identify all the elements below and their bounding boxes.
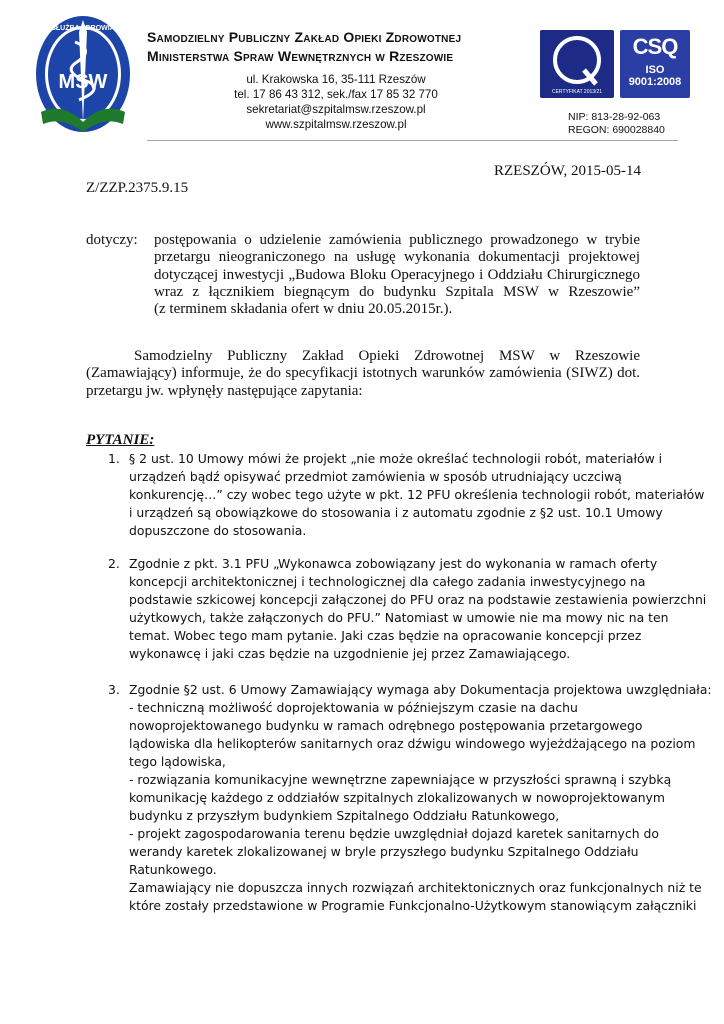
subject-line: przetargu nieograniczonego na usługę wykonania dokumentacji projektowej xyxy=(154,249,640,266)
question-line: budynku z przyszłym budynkiem Szpitalnego Oddziału Ratunkowego, xyxy=(129,808,560,823)
question-line: werandy karetek zlokalizowanej w bryle przyszłego budynku Szpitalnego Oddziału xyxy=(129,844,639,859)
subject-line: postępowania o udzielenie zamówienia publicznego prowadzonego w trybie xyxy=(154,232,640,248)
nip-number: NIP: 813-28-92-063 xyxy=(568,111,661,123)
regon-number: REGON: 690028840 xyxy=(568,124,665,136)
certificate-caption: CERTYFIKAT 2013/21 xyxy=(551,89,603,95)
intro-line: (Zamawiający) informuje, że do specyfikacji istotnych warunków zamówienia (SIWZ) dot. xyxy=(86,365,640,382)
subject-line: wraz z łącznikiem biegnącym do budynku Szpitala MSW w Rzeszowie” xyxy=(154,283,640,300)
subject-text xyxy=(154,232,640,318)
institution-name-line2: Ministerstwa Spraw Wewnętrznych w Rzeszowie xyxy=(147,48,454,64)
question-line: i urządzeń są obowiązkowe do stosowania i z automatu zgodnie z §2 ust. 10.1 Umowy xyxy=(129,505,663,520)
question-line: urządzeń bądź opisywać przedmiot zamówienia w sposób utrudniający uczciwą xyxy=(129,469,622,484)
question-line: Zgodnie z pkt. 3.1 PFU „Wykonawca zobowiązany jest do wykonania w ramach oferty xyxy=(129,556,658,571)
question-number: 2. xyxy=(108,556,120,571)
subject-line: (z terminem składania ofert w dniu 20.05.2015r.). xyxy=(154,301,453,318)
question-item xyxy=(108,555,707,663)
csq-label: CSQ xyxy=(632,34,678,59)
csq-iso-badge xyxy=(620,30,690,98)
question-line: koncepcji architektonicznej i technologicznej dla całego zadania inwestycyjnego na xyxy=(129,574,646,589)
question-heading: PYTANIE: xyxy=(86,432,155,448)
subject-label: dotyczy: xyxy=(86,232,138,248)
question-line: komunikację każdego z oddziałów szpitalnych zlokalizowanych w nowoprojektowanym xyxy=(129,790,665,805)
tax-ids xyxy=(568,111,665,137)
question-line: konkurencję…” czy wobec tego użyte w pkt. 12 PFU określenia technologii robót, materiałów xyxy=(129,487,705,502)
intro-line: Samodzielny Publiczny Zakład Opieki Zdrowotnej MSW w Rzeszowie xyxy=(134,348,640,364)
question-line: Zamawiający nie dopuszcza innych rozwiązań architektonicznych oraz funkcjonalnych niż te xyxy=(129,880,702,895)
iso-standard: 9001:2008 xyxy=(628,76,682,88)
question-line: podstawie szkicowej koncepcji załączonej do PFU oraz na podstawie zestawienia powierzchni xyxy=(129,592,707,607)
question-number: 3. xyxy=(108,682,120,697)
email-address[interactable]: sekretariat@szpitalmsw.rzeszow.pl xyxy=(246,103,426,116)
question-line: Zgodnie §2 ust. 6 Umowy Zamawiający wymaga aby Dokumentacja projektowa uwzględniała: xyxy=(129,682,712,697)
institution-name-line1: Samodzielny Publiczny Zakład Opieki Zdrowotnej xyxy=(147,29,462,45)
question-line: wykonawcę i jaki czas będzie na uzgodnienie jej przez Zamawiającego. xyxy=(129,646,571,661)
question-item xyxy=(108,450,705,540)
msw-health-service-logo xyxy=(33,12,133,140)
phone-fax: tel. 17 86 43 312, sek./fax 17 85 32 770 xyxy=(234,88,438,101)
street-address: ul. Krakowska 16, 35-111 Rzeszów xyxy=(246,73,426,86)
logo-main-text: MSW xyxy=(58,71,108,93)
q-certificate-icon xyxy=(540,30,614,90)
contact-block xyxy=(196,72,476,132)
subject-line: dotyczącej inwestycji „Budowa Bloku Operacyjnego i Oddziału Chirurgicznego xyxy=(154,266,640,283)
question-line: dopuszczone do stosowania. xyxy=(129,523,307,538)
question-item xyxy=(108,681,712,915)
question-line: które zostały przedstawione w Programie Funkcjonalno-Użytkowym stanowiącym załączniki xyxy=(129,898,697,913)
quality-certificate-badge xyxy=(540,30,614,98)
question-line: nowoprojektowanego budynku w ramach odrębnego postępowania przetargowego xyxy=(129,718,643,733)
intro-line: przetargu jw. wpłynęły następujące zapytania: xyxy=(86,382,363,399)
iso-label: ISO xyxy=(645,64,665,76)
question-line: - techniczną możliwość doprojektowania w późniejszym czasie na dachu xyxy=(129,700,578,715)
header-divider xyxy=(147,140,678,141)
reference-number: Z/ZZP.2375.9.15 xyxy=(86,180,189,196)
intro-paragraph xyxy=(86,348,640,400)
logo-top-text: SŁUŻBA ZDROWIA xyxy=(51,25,115,32)
question-line: § 2 ust. 10 Umowy mówi że projekt „nie może określać technologii robót, materiałów i xyxy=(129,451,663,466)
question-line: Ratunkowego. xyxy=(129,862,217,877)
question-line: - rozwiązania komunikacyjne wewnętrzne zapewniające w przyszłości sprawną i szybką xyxy=(129,772,672,787)
question-line: użytkowych, także załączonych do PFU.” Natomiast w umowie nie ma mowy nic na ten xyxy=(129,610,669,625)
question-line: tego lądowiska, xyxy=(129,754,226,769)
question-line: temat. Wobec tego mam pytanie. Jaki czas będzie na opracowanie koncepcji przez xyxy=(129,628,642,643)
question-line: - projekt zagospodarowania terenu będzie uwzględniał dojazd karetek sanitarnych do xyxy=(129,826,659,841)
question-number: 1. xyxy=(108,451,120,466)
website-link[interactable]: www.szpitalmsw.rzeszow.pl xyxy=(265,118,407,131)
document-date: RZESZÓW, 2015-05-14 xyxy=(494,163,641,179)
question-line: lądowiska dla helikopterów sanitarnych oraz dźwigu windowego wyjeżdżającego na poziom xyxy=(129,736,696,751)
